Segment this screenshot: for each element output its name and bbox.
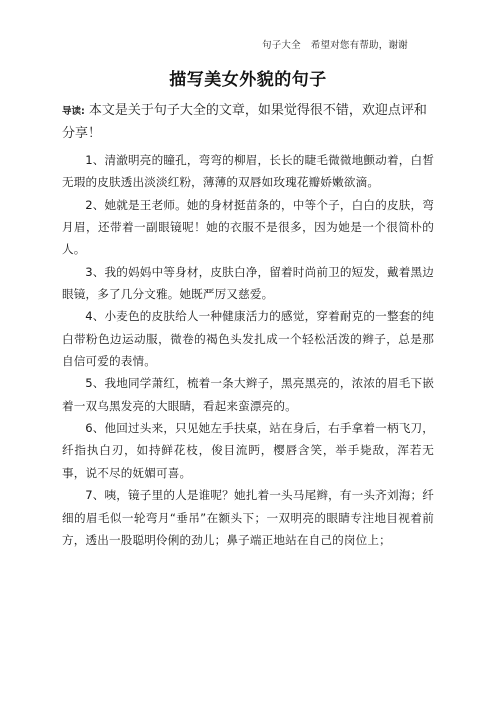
paragraph-2: 2、她就是王老师。她的身材挺苗条的，中等个子，白白的皮肤，弯月眉，还带着一副眼镜呢！她的衣服不是很多，因为她是一个很简朴的人。 [62,197,434,257]
lead-text: 本文是关于句子大全的文章，如果觉得很不错，欢迎点评和分享！ [62,103,427,141]
paragraph-6: 6、他回过头来，只见她左手扶桌，站在身后，右手拿着一柄飞刀，纤指执白刃，如持鲜花枝，俊目流眄，樱唇含笑，举手毙敌，浑若无事，说不尽的妩媚可喜。 [62,421,434,480]
lead-paragraph [62,100,434,145]
paragraph-3: 3、我的妈妈中等身材，皮肤白净，留着时尚前卫的短发，戴着黑边眼镜，多了几分文雅。她既严厉又慈爱。 [62,264,434,302]
document-body [62,149,434,551]
header-note: 希望对您有帮助，谢谢 [310,40,408,51]
paragraph-1: 1、清澈明亮的瞳孔，弯弯的柳眉，长长的睫毛微微地颤动着，白皙无瑕的皮肤透出淡淡红粉，薄薄的双唇如玫瑰花瓣娇嫩欲滴。 [62,153,434,190]
header-site-name: 句子大全 [262,40,301,51]
paragraph-5: 5、我地同学萧红，梳着一条大辫子，黑亮黑亮的，浓浓的眉毛下嵌着一双乌黑发亮的大眼睛，看起来蛮漂亮的。 [62,376,434,413]
paragraph-7: 7、咦，镜子里的人是谁呢？她扎着一头马尾辫，有一头齐刘海；纤细的眉毛似一轮弯月“垂吊”在额头下；一双明亮的眼睛专注地目视着前方，透出一股聪明伶俐的劲儿；鼻子端正地站在自己的岗位上； [62,488,434,547]
lead-label: 导读: [62,106,85,117]
page-header [262,37,408,51]
document-title: 描写美女外貌的句子 [169,70,327,90]
paragraph-4: 4、小麦色的皮肤给人一种健康活力的感觉，穿着耐克的一整套的纯白带粉色边运动服，微卷的褐色头发扎成一个轻松活泼的辫子，总是那自信可爱的表情。 [62,309,434,369]
